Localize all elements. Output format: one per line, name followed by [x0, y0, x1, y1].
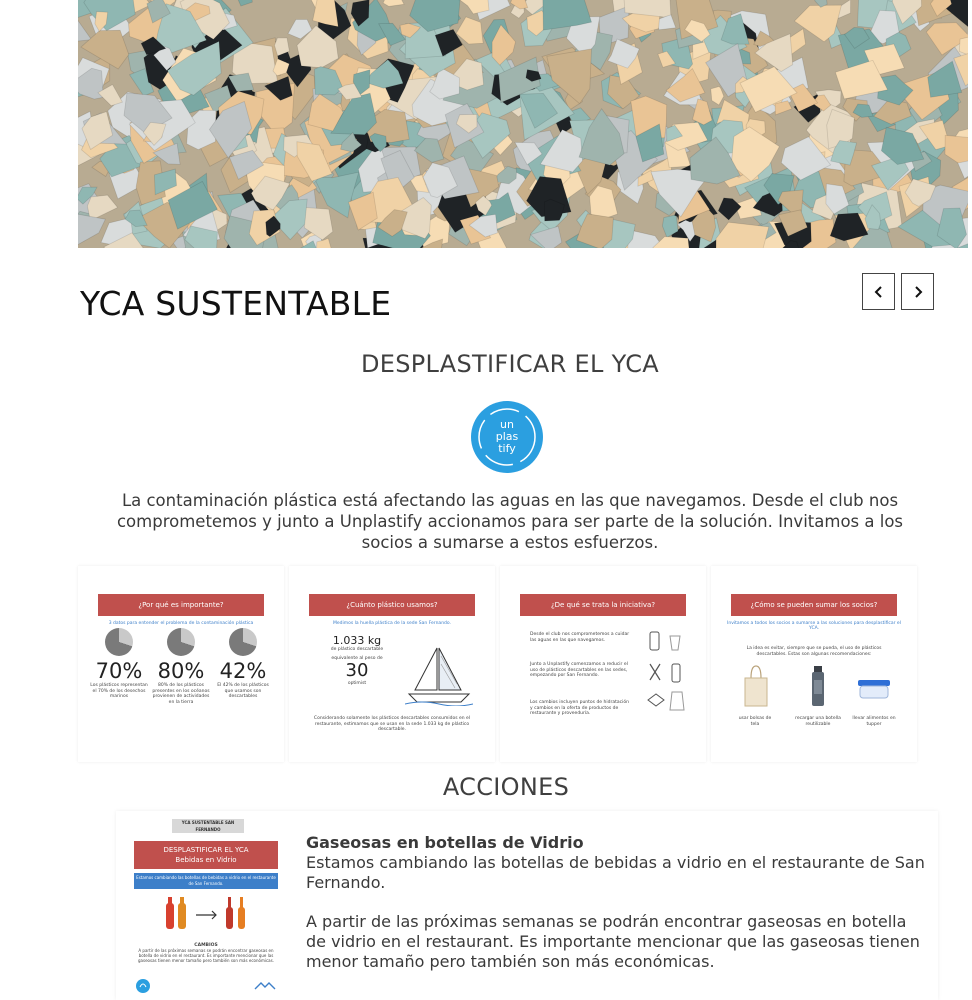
cloth-bag-icon: [743, 664, 769, 708]
tupper-icon: [857, 678, 891, 700]
usage-equivalence: equivalente al peso de: [331, 655, 383, 661]
initiative-item: Desde el club nos comprometemos a cuidar las aguas en las que navegamos.: [530, 632, 630, 643]
reusable-bottle-icon: [811, 666, 825, 706]
chevron-right-icon: [911, 285, 925, 299]
usage-figures: [327, 634, 387, 687]
stats-row: [88, 628, 274, 705]
initiative-item: Junto a Unplastify comenzamos a reducir el uso de plásticos descartables en las sedes, empezando por San Fernando.: [530, 662, 628, 678]
card-header: ¿Por qué es importante?: [98, 594, 264, 616]
hero-image: [78, 0, 968, 248]
unplastify-logo: [471, 401, 543, 473]
usage-amount: 1.033 kg: [332, 634, 382, 647]
action-paragraph-2: A partir de las próximas semanas se podrán encontrar gaseosas en botella de vidrio en el restaurant. Es importante mencionar que las gaseosas tienen menor tamaño pero también son más económicas.: [306, 912, 920, 971]
thumb-red-banner: [134, 841, 278, 869]
stat-item: [214, 628, 272, 705]
stat-caption: 80% de los plásticos presentes en los océanos provienen de actividades en la tierra: [152, 683, 210, 705]
logo-text-line-2: plas: [495, 430, 519, 443]
logo-text-line-3: tify: [498, 442, 516, 455]
stat-caption: Los plásticos representan el 70% de los desechos marinos: [90, 683, 148, 699]
initiative-item: Los cambios incluyen puntos de hidratación y cambios en la oferta de productos de restaurante y proveeduría.: [530, 700, 629, 716]
stat-value: 80%: [157, 659, 205, 683]
thumb-top-label: YCA SUSTENTABLE SAN FERNANDO: [172, 819, 244, 833]
pie-icon: [167, 628, 195, 656]
info-card-join[interactable]: [711, 566, 917, 762]
pie-icon: [229, 628, 257, 656]
info-card-importance[interactable]: [78, 566, 284, 762]
brand-logo-icon: [254, 981, 276, 991]
action-card-glass-bottles[interactable]: [116, 811, 938, 1000]
logo-text-line-1: un: [500, 418, 514, 431]
tip-caption: llevar alimentos en tupper: [852, 716, 896, 727]
card-header: ¿Cuánto plástico usamos?: [309, 594, 475, 616]
card-subtitle: 3 datos para entender el problema de la contaminación plástica: [108, 621, 254, 626]
stat-item: [152, 628, 210, 705]
stat-item: [90, 628, 148, 705]
intro-paragraph: La contaminación plástica está afectando las aguas en las que navegamos. Desde el club nos comprometemos y junto a Unplastify accionamos para ser parte de la solución. Invitamos a los socios a sumarse a estos esfuerzos.: [116, 491, 904, 552]
usage-count: 30: [345, 660, 369, 681]
usage-count-caption: optimist: [347, 681, 367, 686]
tip-caption: usar bolsas de tela: [738, 716, 772, 727]
bottles-to-glass-icon: [160, 895, 256, 931]
thumb-caption-text: A partir de las próximas semanas se podrán encontrar gaseosas en botella de vidrio en el restaurant. Es importante mencionar que las gaseosas tienen menor tamaño pero también son más económicas.: [138, 948, 274, 963]
chevron-left-icon: [872, 285, 886, 299]
card-subtitle: Invitamos a todos los socios a sumarse a las soluciones para desplastificar el YCA.: [727, 621, 901, 631]
prev-button[interactable]: [862, 273, 895, 310]
action-title: Gaseosas en botellas de Vidrio: [306, 833, 584, 852]
info-card-usage[interactable]: [289, 566, 495, 762]
section-subtitle: DESPLASTIFICAR EL YCA: [360, 350, 659, 378]
tip-caption: recargar una botella reutilizable: [795, 716, 841, 727]
sailboat-icon: [405, 644, 473, 706]
action-paragraph-1: Estamos cambiando las botellas de bebidas a vidrio en el restaurante de San Fernando.: [306, 853, 925, 892]
info-card-initiative[interactable]: [500, 566, 706, 762]
join-note: La idea es evitar, siempre que se pueda, el uso de plásticos descartables. Estas son algunas recomendaciones:: [746, 646, 882, 657]
info-cards: [78, 566, 920, 762]
thumb-caption: [136, 943, 276, 963]
thumb-blue-banner: Estamos cambiando las botellas de bebidas a vidrio en el restaurante de San Fernando.: [134, 873, 278, 889]
pie-icon: [105, 628, 133, 656]
usage-amount-caption: de plástico descartable: [330, 647, 384, 652]
disposable-items-icon: [646, 630, 690, 718]
card-header: ¿De qué se trata la iniciativa?: [520, 594, 686, 616]
stat-value: 42%: [219, 659, 267, 683]
action-text: [306, 833, 926, 972]
action-thumbnail[interactable]: [130, 819, 282, 997]
next-button[interactable]: [901, 273, 934, 310]
card-header: ¿Cómo se pueden sumar los socios?: [731, 594, 897, 616]
yca-logo-icon: [136, 979, 150, 993]
stat-caption: El 42% de los plásticos que usamos son descartables: [217, 683, 269, 699]
thumb-red-title: DESPLASTIFICAR EL YCA: [163, 846, 249, 854]
card-subtitle: Medimos la huella plástica de la sede San Fernando.: [332, 621, 452, 626]
thumb-red-sub: Bebidas en Vidrio: [175, 856, 237, 864]
page-title: YCA SUSTENTABLE: [80, 284, 392, 323]
plastic-fragments-photo: [78, 0, 968, 248]
usage-footer: Considerando solamente los plásticos descartables consumidos en el restaurante, estimamos que se usan en la sede 1.033 kg de plástico descartable.: [313, 716, 471, 732]
acciones-title: ACCIONES: [442, 773, 570, 801]
stat-value: 70%: [95, 659, 143, 683]
thumb-caption-title: CAMBIOS: [194, 943, 218, 948]
